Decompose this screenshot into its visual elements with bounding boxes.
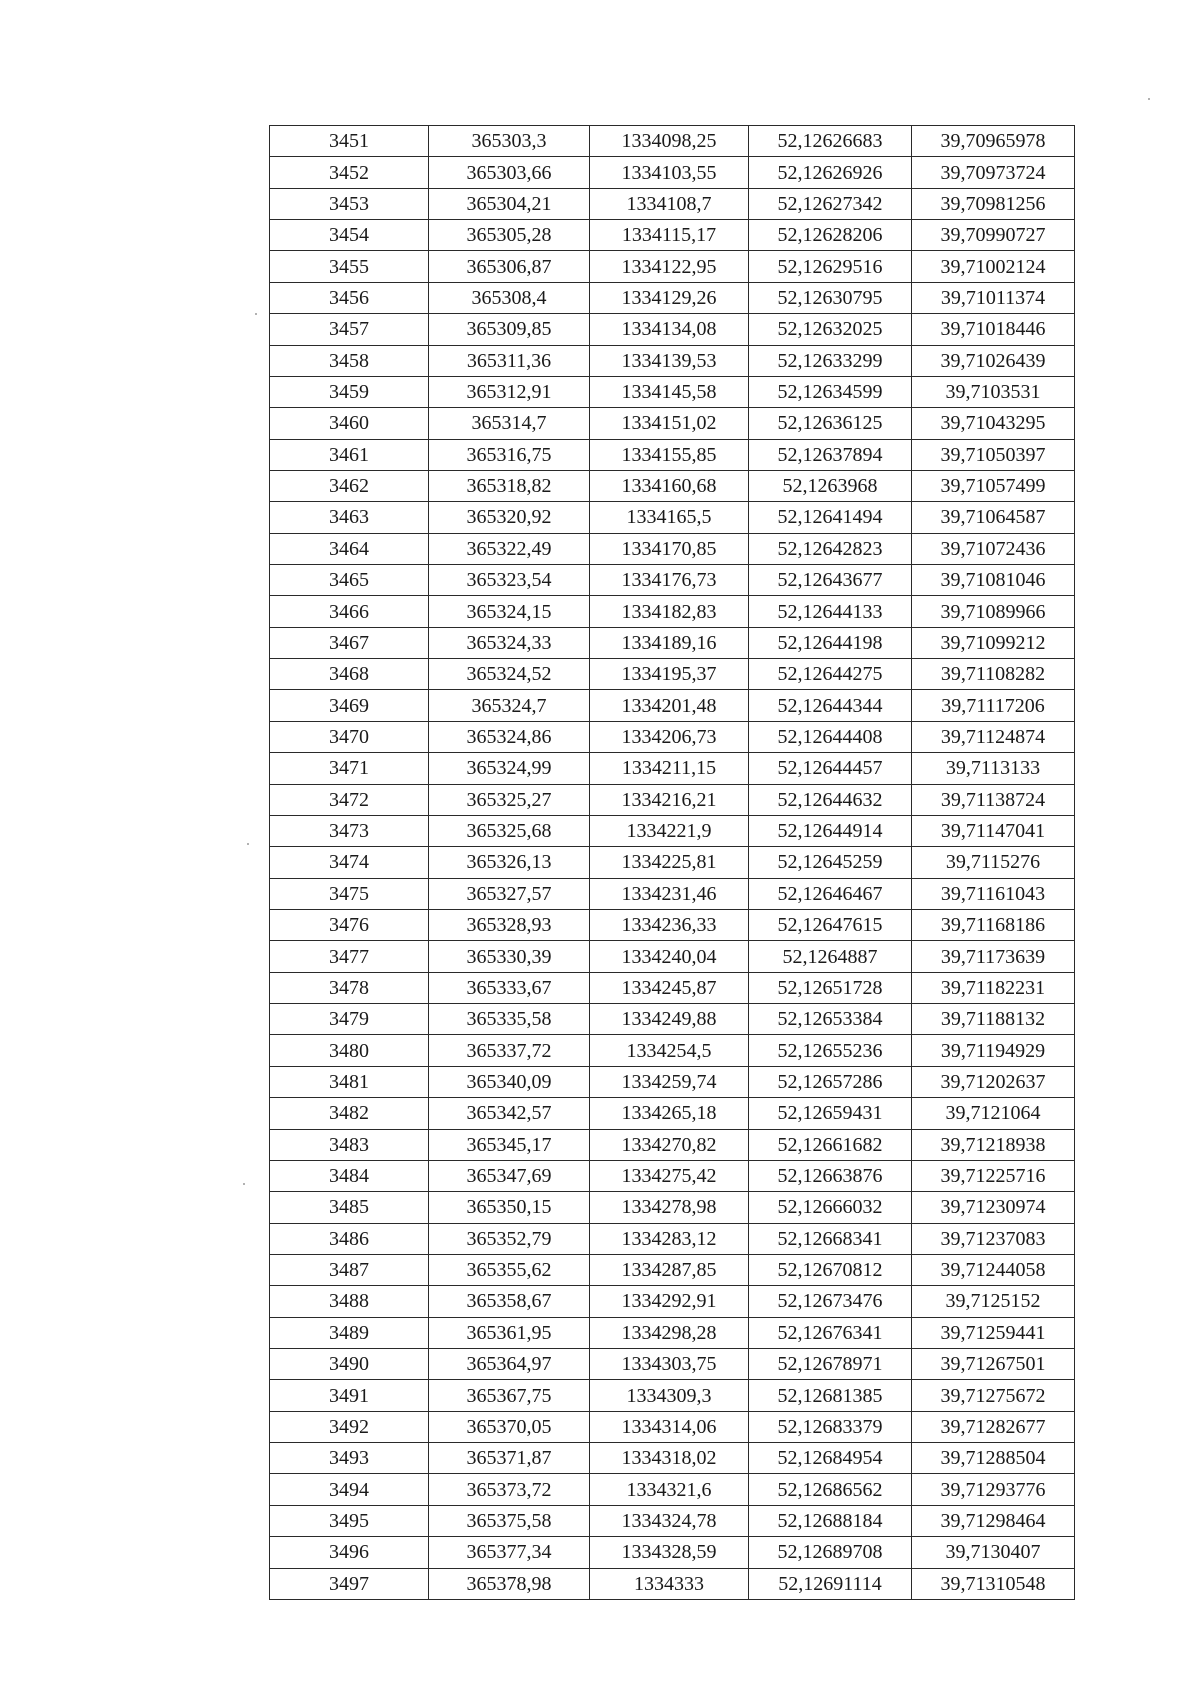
latitude-cell: 52,12668341 — [749, 1223, 912, 1254]
point-number-cell: 3462 — [270, 470, 429, 501]
y-coordinate-cell: 1334314,06 — [590, 1411, 749, 1442]
y-coordinate-cell: 1334245,87 — [590, 972, 749, 1003]
longitude-cell: 39,7121064 — [912, 1098, 1075, 1129]
table-row — [270, 815, 1075, 846]
y-coordinate-cell: 1334221,9 — [590, 815, 749, 846]
x-coordinate-cell: 365324,33 — [429, 627, 590, 658]
longitude-cell: 39,71168186 — [912, 909, 1075, 940]
y-coordinate-cell: 1334182,83 — [590, 596, 749, 627]
table-row — [270, 533, 1075, 564]
y-coordinate-cell: 1334318,02 — [590, 1443, 749, 1474]
x-coordinate-cell: 365340,09 — [429, 1066, 590, 1097]
longitude-cell: 39,71267501 — [912, 1349, 1075, 1380]
y-coordinate-cell: 1334254,5 — [590, 1035, 749, 1066]
point-number-cell: 3489 — [270, 1317, 429, 1348]
longitude-cell: 39,71161043 — [912, 878, 1075, 909]
latitude-cell: 52,12645259 — [749, 847, 912, 878]
longitude-cell: 39,71288504 — [912, 1443, 1075, 1474]
point-number-cell: 3453 — [270, 188, 429, 219]
table-row — [270, 1411, 1075, 1442]
x-coordinate-cell: 365311,36 — [429, 345, 590, 376]
y-coordinate-cell: 1334283,12 — [590, 1223, 749, 1254]
point-number-cell: 3474 — [270, 847, 429, 878]
longitude-cell: 39,71244058 — [912, 1254, 1075, 1285]
table-row — [270, 1035, 1075, 1066]
table-row — [270, 188, 1075, 219]
table-row — [270, 408, 1075, 439]
latitude-cell: 52,12666032 — [749, 1192, 912, 1223]
table-row — [270, 690, 1075, 721]
table-row — [270, 1286, 1075, 1317]
x-coordinate-cell: 365324,7 — [429, 690, 590, 721]
table-row — [270, 1568, 1075, 1599]
latitude-cell: 52,12644457 — [749, 753, 912, 784]
x-coordinate-cell: 365323,54 — [429, 565, 590, 596]
table-row — [270, 157, 1075, 188]
longitude-cell: 39,71072436 — [912, 533, 1075, 564]
y-coordinate-cell: 1334275,42 — [590, 1160, 749, 1191]
latitude-cell: 52,12644275 — [749, 659, 912, 690]
x-coordinate-cell: 365352,79 — [429, 1223, 590, 1254]
x-coordinate-cell: 365371,87 — [429, 1443, 590, 1474]
y-coordinate-cell: 1334160,68 — [590, 470, 749, 501]
point-number-cell: 3473 — [270, 815, 429, 846]
y-coordinate-cell: 1334176,73 — [590, 565, 749, 596]
table-row — [270, 470, 1075, 501]
point-number-cell: 3490 — [270, 1349, 429, 1380]
y-coordinate-cell: 1334170,85 — [590, 533, 749, 564]
latitude-cell: 52,12683379 — [749, 1411, 912, 1442]
y-coordinate-cell: 1334108,7 — [590, 188, 749, 219]
point-number-cell: 3480 — [270, 1035, 429, 1066]
point-number-cell: 3469 — [270, 690, 429, 721]
coordinate-table-body — [270, 126, 1075, 1600]
point-number-cell: 3463 — [270, 502, 429, 533]
point-number-cell: 3481 — [270, 1066, 429, 1097]
x-coordinate-cell: 365350,15 — [429, 1192, 590, 1223]
longitude-cell: 39,71011374 — [912, 282, 1075, 313]
longitude-cell: 39,71018446 — [912, 314, 1075, 345]
table-row — [270, 909, 1075, 940]
longitude-cell: 39,71310548 — [912, 1568, 1075, 1599]
latitude-cell: 52,12651728 — [749, 972, 912, 1003]
point-number-cell: 3471 — [270, 753, 429, 784]
table-row — [270, 314, 1075, 345]
table-row — [270, 721, 1075, 752]
table-row — [270, 502, 1075, 533]
latitude-cell: 52,12641494 — [749, 502, 912, 533]
table-row — [270, 972, 1075, 1003]
table-row — [270, 1129, 1075, 1160]
latitude-cell: 52,1264887 — [749, 941, 912, 972]
x-coordinate-cell: 365326,13 — [429, 847, 590, 878]
x-coordinate-cell: 365325,27 — [429, 784, 590, 815]
scan-speck — [243, 1183, 245, 1185]
y-coordinate-cell: 1334328,59 — [590, 1537, 749, 1568]
longitude-cell: 39,7103531 — [912, 376, 1075, 407]
latitude-cell: 52,12627342 — [749, 188, 912, 219]
longitude-cell: 39,71202637 — [912, 1066, 1075, 1097]
table-row — [270, 220, 1075, 251]
latitude-cell: 52,12657286 — [749, 1066, 912, 1097]
longitude-cell: 39,71182231 — [912, 972, 1075, 1003]
longitude-cell: 39,71218938 — [912, 1129, 1075, 1160]
x-coordinate-cell: 365324,99 — [429, 753, 590, 784]
latitude-cell: 52,12642823 — [749, 533, 912, 564]
x-coordinate-cell: 365327,57 — [429, 878, 590, 909]
table-row — [270, 1443, 1075, 1474]
table-row — [270, 1474, 1075, 1505]
longitude-cell: 39,71275672 — [912, 1380, 1075, 1411]
point-number-cell: 3491 — [270, 1380, 429, 1411]
y-coordinate-cell: 1334206,73 — [590, 721, 749, 752]
x-coordinate-cell: 365333,67 — [429, 972, 590, 1003]
point-number-cell: 3497 — [270, 1568, 429, 1599]
y-coordinate-cell: 1334145,58 — [590, 376, 749, 407]
longitude-cell: 39,71057499 — [912, 470, 1075, 501]
point-number-cell: 3494 — [270, 1474, 429, 1505]
x-coordinate-cell: 365303,3 — [429, 126, 590, 157]
longitude-cell: 39,71194929 — [912, 1035, 1075, 1066]
x-coordinate-cell: 365375,58 — [429, 1505, 590, 1536]
latitude-cell: 52,12655236 — [749, 1035, 912, 1066]
longitude-cell: 39,7130407 — [912, 1537, 1075, 1568]
x-coordinate-cell: 365361,95 — [429, 1317, 590, 1348]
point-number-cell: 3457 — [270, 314, 429, 345]
y-coordinate-cell: 1334259,74 — [590, 1066, 749, 1097]
latitude-cell: 52,1263968 — [749, 470, 912, 501]
longitude-cell: 39,71050397 — [912, 439, 1075, 470]
x-coordinate-cell: 365347,69 — [429, 1160, 590, 1191]
y-coordinate-cell: 1334189,16 — [590, 627, 749, 658]
y-coordinate-cell: 1334139,53 — [590, 345, 749, 376]
table-row — [270, 596, 1075, 627]
y-coordinate-cell: 1334151,02 — [590, 408, 749, 439]
y-coordinate-cell: 1334265,18 — [590, 1098, 749, 1129]
y-coordinate-cell: 1334211,15 — [590, 753, 749, 784]
longitude-cell: 39,71026439 — [912, 345, 1075, 376]
table-row — [270, 627, 1075, 658]
latitude-cell: 52,12644632 — [749, 784, 912, 815]
x-coordinate-cell: 365314,7 — [429, 408, 590, 439]
y-coordinate-cell: 1334216,21 — [590, 784, 749, 815]
x-coordinate-cell: 365328,93 — [429, 909, 590, 940]
x-coordinate-cell: 365306,87 — [429, 251, 590, 282]
table-row — [270, 1254, 1075, 1285]
x-coordinate-cell: 365318,82 — [429, 470, 590, 501]
table-row — [270, 1380, 1075, 1411]
longitude-cell: 39,71298464 — [912, 1505, 1075, 1536]
y-coordinate-cell: 1334321,6 — [590, 1474, 749, 1505]
latitude-cell: 52,12644133 — [749, 596, 912, 627]
longitude-cell: 39,71117206 — [912, 690, 1075, 721]
x-coordinate-cell: 365305,28 — [429, 220, 590, 251]
y-coordinate-cell: 1334165,5 — [590, 502, 749, 533]
y-coordinate-cell: 1334103,55 — [590, 157, 749, 188]
x-coordinate-cell: 365309,85 — [429, 314, 590, 345]
latitude-cell: 52,12689708 — [749, 1537, 912, 1568]
latitude-cell: 52,12688184 — [749, 1505, 912, 1536]
longitude-cell: 39,7125152 — [912, 1286, 1075, 1317]
longitude-cell: 39,71002124 — [912, 251, 1075, 282]
point-number-cell: 3454 — [270, 220, 429, 251]
x-coordinate-cell: 365316,75 — [429, 439, 590, 470]
y-coordinate-cell: 1334134,08 — [590, 314, 749, 345]
y-coordinate-cell: 1334249,88 — [590, 1004, 749, 1035]
x-coordinate-cell: 365355,62 — [429, 1254, 590, 1285]
point-number-cell: 3451 — [270, 126, 429, 157]
latitude-cell: 52,12646467 — [749, 878, 912, 909]
latitude-cell: 52,12644408 — [749, 721, 912, 752]
x-coordinate-cell: 365304,21 — [429, 188, 590, 219]
latitude-cell: 52,12686562 — [749, 1474, 912, 1505]
x-coordinate-cell: 365322,49 — [429, 533, 590, 564]
point-number-cell: 3452 — [270, 157, 429, 188]
longitude-cell: 39,71188132 — [912, 1004, 1075, 1035]
point-number-cell: 3467 — [270, 627, 429, 658]
latitude-cell: 52,12629516 — [749, 251, 912, 282]
x-coordinate-cell: 365325,68 — [429, 815, 590, 846]
y-coordinate-cell: 1334201,48 — [590, 690, 749, 721]
point-number-cell: 3470 — [270, 721, 429, 752]
latitude-cell: 52,12681385 — [749, 1380, 912, 1411]
longitude-cell: 39,71064587 — [912, 502, 1075, 533]
y-coordinate-cell: 1334324,78 — [590, 1505, 749, 1536]
latitude-cell: 52,12678971 — [749, 1349, 912, 1380]
latitude-cell: 52,12633299 — [749, 345, 912, 376]
point-number-cell: 3488 — [270, 1286, 429, 1317]
latitude-cell: 52,12653384 — [749, 1004, 912, 1035]
point-number-cell: 3478 — [270, 972, 429, 1003]
table-row — [270, 878, 1075, 909]
longitude-cell: 39,71108282 — [912, 659, 1075, 690]
y-coordinate-cell: 1334278,98 — [590, 1192, 749, 1223]
latitude-cell: 52,12661682 — [749, 1129, 912, 1160]
latitude-cell: 52,12637894 — [749, 439, 912, 470]
latitude-cell: 52,12647615 — [749, 909, 912, 940]
y-coordinate-cell: 1334231,46 — [590, 878, 749, 909]
x-coordinate-cell: 365335,58 — [429, 1004, 590, 1035]
table-row — [270, 345, 1075, 376]
x-coordinate-cell: 365312,91 — [429, 376, 590, 407]
table-row — [270, 941, 1075, 972]
point-number-cell: 3465 — [270, 565, 429, 596]
y-coordinate-cell: 1334292,91 — [590, 1286, 749, 1317]
point-number-cell: 3476 — [270, 909, 429, 940]
point-number-cell: 3468 — [270, 659, 429, 690]
point-number-cell: 3486 — [270, 1223, 429, 1254]
table-row — [270, 126, 1075, 157]
latitude-cell: 52,12643677 — [749, 565, 912, 596]
y-coordinate-cell: 1334155,85 — [590, 439, 749, 470]
point-number-cell: 3472 — [270, 784, 429, 815]
x-coordinate-cell: 365303,66 — [429, 157, 590, 188]
x-coordinate-cell: 365370,05 — [429, 1411, 590, 1442]
longitude-cell: 39,7113133 — [912, 753, 1075, 784]
point-number-cell: 3496 — [270, 1537, 429, 1568]
y-coordinate-cell: 1334303,75 — [590, 1349, 749, 1380]
latitude-cell: 52,12644914 — [749, 815, 912, 846]
point-number-cell: 3466 — [270, 596, 429, 627]
longitude-cell: 39,71173639 — [912, 941, 1075, 972]
longitude-cell: 39,71147041 — [912, 815, 1075, 846]
latitude-cell: 52,12673476 — [749, 1286, 912, 1317]
x-coordinate-cell: 365345,17 — [429, 1129, 590, 1160]
longitude-cell: 39,71081046 — [912, 565, 1075, 596]
latitude-cell: 52,12670812 — [749, 1254, 912, 1285]
table-row — [270, 1317, 1075, 1348]
point-number-cell: 3495 — [270, 1505, 429, 1536]
y-coordinate-cell: 1334298,28 — [590, 1317, 749, 1348]
table-row — [270, 1223, 1075, 1254]
latitude-cell: 52,12663876 — [749, 1160, 912, 1191]
point-number-cell: 3492 — [270, 1411, 429, 1442]
longitude-cell: 39,7115276 — [912, 847, 1075, 878]
point-number-cell: 3460 — [270, 408, 429, 439]
scan-speck — [247, 843, 249, 845]
point-number-cell: 3483 — [270, 1129, 429, 1160]
point-number-cell: 3455 — [270, 251, 429, 282]
longitude-cell: 39,70981256 — [912, 188, 1075, 219]
y-coordinate-cell: 1334122,95 — [590, 251, 749, 282]
longitude-cell: 39,71124874 — [912, 721, 1075, 752]
y-coordinate-cell: 1334195,37 — [590, 659, 749, 690]
table-row — [270, 1537, 1075, 1568]
latitude-cell: 52,12644344 — [749, 690, 912, 721]
latitude-cell: 52,12676341 — [749, 1317, 912, 1348]
longitude-cell: 39,71099212 — [912, 627, 1075, 658]
y-coordinate-cell: 1334115,17 — [590, 220, 749, 251]
point-number-cell: 3493 — [270, 1443, 429, 1474]
table-row — [270, 439, 1075, 470]
longitude-cell: 39,70965978 — [912, 126, 1075, 157]
point-number-cell: 3475 — [270, 878, 429, 909]
latitude-cell: 52,12691114 — [749, 1568, 912, 1599]
table-row — [270, 251, 1075, 282]
table-row — [270, 1349, 1075, 1380]
x-coordinate-cell: 365324,52 — [429, 659, 590, 690]
longitude-cell: 39,71230974 — [912, 1192, 1075, 1223]
x-coordinate-cell: 365378,98 — [429, 1568, 590, 1599]
point-number-cell: 3487 — [270, 1254, 429, 1285]
latitude-cell: 52,12644198 — [749, 627, 912, 658]
longitude-cell: 39,70990727 — [912, 220, 1075, 251]
point-number-cell: 3482 — [270, 1098, 429, 1129]
x-coordinate-cell: 365308,4 — [429, 282, 590, 313]
table-row — [270, 376, 1075, 407]
y-coordinate-cell: 1334333 — [590, 1568, 749, 1599]
table-row — [270, 1004, 1075, 1035]
point-number-cell: 3485 — [270, 1192, 429, 1223]
latitude-cell: 52,12630795 — [749, 282, 912, 313]
y-coordinate-cell: 1334236,33 — [590, 909, 749, 940]
longitude-cell: 39,71282677 — [912, 1411, 1075, 1442]
latitude-cell: 52,12626926 — [749, 157, 912, 188]
point-number-cell: 3484 — [270, 1160, 429, 1191]
latitude-cell: 52,12684954 — [749, 1443, 912, 1474]
point-number-cell: 3479 — [270, 1004, 429, 1035]
table-row — [270, 1066, 1075, 1097]
x-coordinate-cell: 365324,15 — [429, 596, 590, 627]
longitude-cell: 39,71237083 — [912, 1223, 1075, 1254]
x-coordinate-cell: 365364,97 — [429, 1349, 590, 1380]
table-row — [270, 1160, 1075, 1191]
table-row — [270, 1192, 1075, 1223]
longitude-cell: 39,71043295 — [912, 408, 1075, 439]
y-coordinate-cell: 1334287,85 — [590, 1254, 749, 1285]
scan-speck — [255, 313, 257, 315]
x-coordinate-cell: 365337,72 — [429, 1035, 590, 1066]
y-coordinate-cell: 1334309,3 — [590, 1380, 749, 1411]
table-row — [270, 1098, 1075, 1129]
point-number-cell: 3461 — [270, 439, 429, 470]
table-row — [270, 1505, 1075, 1536]
x-coordinate-cell: 365358,67 — [429, 1286, 590, 1317]
point-number-cell: 3458 — [270, 345, 429, 376]
point-number-cell: 3456 — [270, 282, 429, 313]
longitude-cell: 39,71138724 — [912, 784, 1075, 815]
table-row — [270, 659, 1075, 690]
table-row — [270, 847, 1075, 878]
longitude-cell: 39,71089966 — [912, 596, 1075, 627]
table-row — [270, 753, 1075, 784]
x-coordinate-cell: 365367,75 — [429, 1380, 590, 1411]
latitude-cell: 52,12659431 — [749, 1098, 912, 1129]
scan-speck — [1148, 98, 1150, 100]
y-coordinate-cell: 1334098,25 — [590, 126, 749, 157]
x-coordinate-cell: 365320,92 — [429, 502, 590, 533]
point-number-cell: 3477 — [270, 941, 429, 972]
point-number-cell: 3459 — [270, 376, 429, 407]
x-coordinate-cell: 365324,86 — [429, 721, 590, 752]
coordinate-table — [269, 125, 1075, 1600]
y-coordinate-cell: 1334225,81 — [590, 847, 749, 878]
latitude-cell: 52,12626683 — [749, 126, 912, 157]
longitude-cell: 39,71259441 — [912, 1317, 1075, 1348]
point-number-cell: 3464 — [270, 533, 429, 564]
longitude-cell: 39,70973724 — [912, 157, 1075, 188]
x-coordinate-cell: 365342,57 — [429, 1098, 590, 1129]
y-coordinate-cell: 1334129,26 — [590, 282, 749, 313]
x-coordinate-cell: 365373,72 — [429, 1474, 590, 1505]
table-row — [270, 784, 1075, 815]
latitude-cell: 52,12628206 — [749, 220, 912, 251]
longitude-cell: 39,71293776 — [912, 1474, 1075, 1505]
latitude-cell: 52,12632025 — [749, 314, 912, 345]
table-row — [270, 282, 1075, 313]
table-row — [270, 565, 1075, 596]
y-coordinate-cell: 1334240,04 — [590, 941, 749, 972]
y-coordinate-cell: 1334270,82 — [590, 1129, 749, 1160]
longitude-cell: 39,71225716 — [912, 1160, 1075, 1191]
latitude-cell: 52,12636125 — [749, 408, 912, 439]
x-coordinate-cell: 365330,39 — [429, 941, 590, 972]
x-coordinate-cell: 365377,34 — [429, 1537, 590, 1568]
latitude-cell: 52,12634599 — [749, 376, 912, 407]
